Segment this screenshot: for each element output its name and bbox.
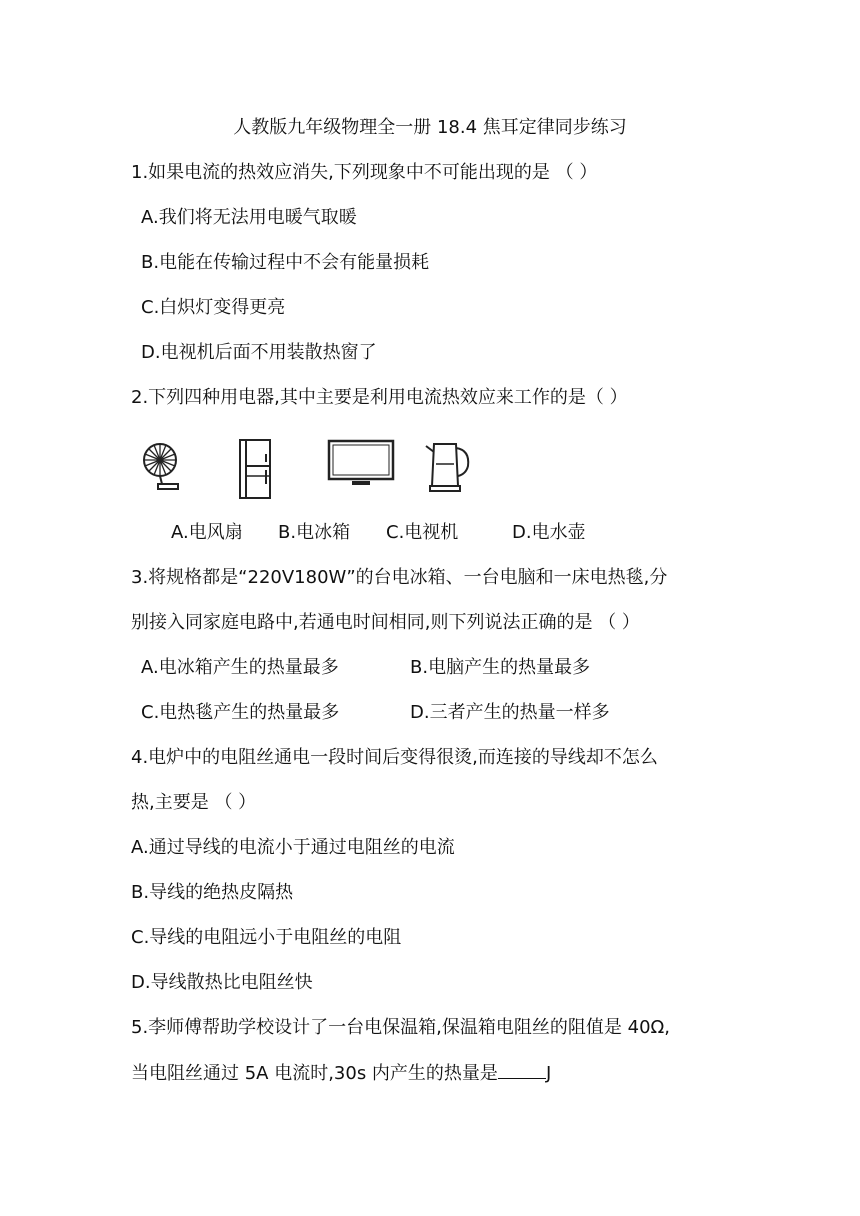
question-3-stem-line-1: 3.将规格都是“220V180W”的台电冰箱、一台电脑和一床电热毯,分 xyxy=(131,567,668,588)
question-2-stem: 2.下列四种用电器,其中主要是利用电流热效应来工作的是（ ） xyxy=(131,387,628,408)
question-2-option-c: C.电视机 xyxy=(386,522,459,543)
question-3-option-b: B.电脑产生的热量最多 xyxy=(410,657,591,678)
kettle-icon xyxy=(424,438,474,494)
question-1-option-d: D.电视机后面不用装散热窗了 xyxy=(141,342,377,363)
question-3-option-c: C.电热毯产生的热量最多 xyxy=(141,702,340,723)
question-5-stem-line-1: 5.李师傅帮助学校设计了一台电保温箱,保温箱电阻丝的阻值是 40Ω, xyxy=(131,1017,670,1038)
question-1-option-c: C.白炽灯变得更亮 xyxy=(141,297,286,318)
question-5-stem-line-2 xyxy=(131,1060,551,1087)
question-1-option-a: A.我们将无法用电暖气取暖 xyxy=(141,207,357,228)
question-2-option-a: A.电风扇 xyxy=(171,522,243,543)
question-4-option-a: A.通过导线的电流小于通过电阻丝的电流 xyxy=(131,837,455,858)
question-1-stem: 1.如果电流的热效应消失,下列现象中不可能出现的是 （ ） xyxy=(131,162,598,183)
answer-blank[interactable] xyxy=(498,1060,546,1079)
question-2-option-d: D.电水壶 xyxy=(512,522,586,543)
question-5-stem-text: 当电阻丝通过 5A 电流时,30s 内产生的热量是 xyxy=(131,1063,498,1084)
question-4-option-c: C.导线的电阻远小于电阻丝的电阻 xyxy=(131,927,402,948)
question-3-stem-line-2: 别接入同家庭电路中,若通电时间相同,则下列说法正确的是 （ ） xyxy=(131,612,640,633)
question-4-option-b: B.导线的绝热皮隔热 xyxy=(131,882,294,903)
question-4-stem-line-2: 热,主要是 （ ） xyxy=(131,792,257,813)
television-icon xyxy=(326,438,396,490)
question-3-option-d: D.三者产生的热量一样多 xyxy=(410,702,610,723)
page-title: 人教版九年级物理全一册 18.4 焦耳定律同步练习 xyxy=(233,117,627,138)
question-2-option-b: B.电冰箱 xyxy=(278,522,351,543)
refrigerator-icon xyxy=(236,436,276,502)
question-3-option-a: A.电冰箱产生的热量最多 xyxy=(141,657,339,678)
question-5-unit: J xyxy=(545,1063,552,1084)
question-1-option-b: B.电能在传输过程中不会有能量损耗 xyxy=(141,252,430,273)
fan-icon xyxy=(140,438,182,496)
question-4-stem-line-1: 4.电炉中的电阻丝通电一段时间后变得很烫,而连接的导线却不怎么 xyxy=(131,747,658,768)
question-4-option-d: D.导线散热比电阻丝快 xyxy=(131,972,313,993)
